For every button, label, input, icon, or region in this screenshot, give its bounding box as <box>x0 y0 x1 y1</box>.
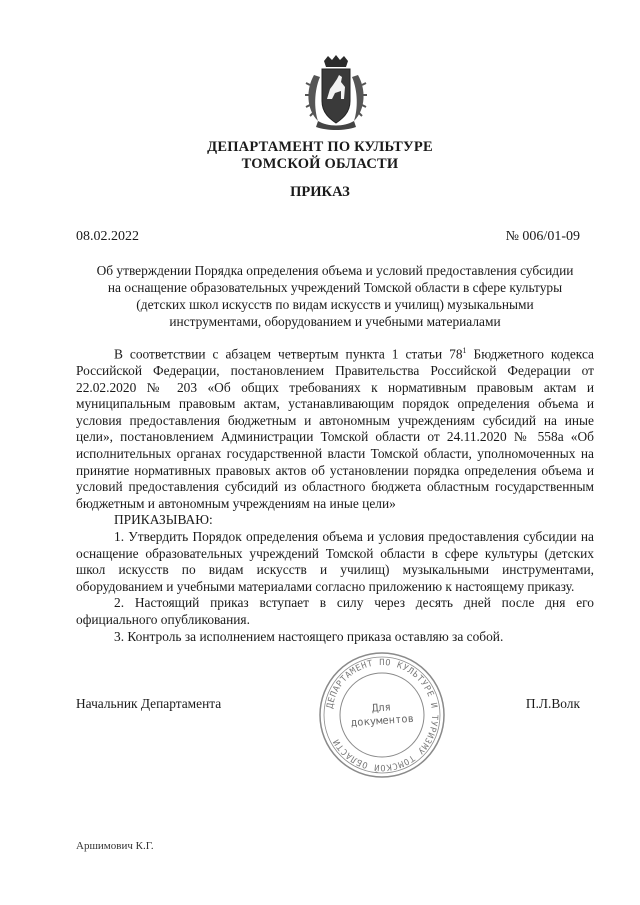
department-name-line-1: ДЕПАРТАМЕНТ ПО КУЛЬТУРЕ <box>207 139 433 155</box>
decree-word: ПРИКАЗЫВАЮ: <box>114 512 213 528</box>
signer-position: Начальник Департамента <box>76 696 222 711</box>
order-item-1: 1. Утвердить Порядок определения объема и условия предоставления субсидии на оснащение образовательных учреждений Томской области в сфере культуры (детских школ искусств по видам искусств и училищ) музыкальными инструментами, оборудованием и учебными материалами согласно приложению к настоящему приказу. <box>76 529 594 594</box>
preamble-text-part-1: В соответствии с абзацем четвертым пункта 1 статьи 78 <box>114 346 463 362</box>
stamp-center-line-1: Для <box>371 701 392 715</box>
signer-name: П.Л.Волк <box>525 696 580 711</box>
official-stamp <box>318 651 446 779</box>
order-item-3: 3. Контроль за исполнением настоящего приказа оставляю за собой. <box>114 628 504 644</box>
stamp-center <box>314 647 451 784</box>
order-subject: Об утверждении Порядка определения объема и условий предоставления субсидии на оснащение образовательных учреждений Томской области в сфере культуры (детских школ искусств по видам искусств и училищ) музыкальными инструментами, оборудованием и учебными материалами <box>96 263 574 329</box>
executor-name: Аршимович К.Г. <box>76 840 154 852</box>
coat-of-arms-icon <box>302 55 370 131</box>
stamp-ring-text: ДЕПАРТАМЕНТ ПО КУЛЬТУРЕ И ТУРИЗМУ ТОМСКОЙ ОБЛАСТИ <box>325 657 440 773</box>
order-body <box>76 343 594 645</box>
order-number: № 006/01-09 <box>505 229 580 244</box>
preamble-text-part-2: Бюджетного кодекса Российской Федерации, постановлением Правительства Российской Федерации от 22.02.2020 № 203 «Об общих требованиях к нормативным правовым актам и муниципальным правовым актам, устанавливающим порядок определения объема и условия предоставления бюджетным и автономным учреждениям субсидий на иные цели», постановлением Администрации Томской области от 24.11.2020 № 558а «Об исполнительных органах государственной власти Томской области, уполномоченных на принятие нормативных правовых актов об установлении порядка определения объема и условий предоставления субсидий из областного бюджета областным государственным бюджетным и автономным учреждениям на иные цели» <box>76 346 594 511</box>
department-name-line-2: ТОМСКОЙ ОБЛАСТИ <box>241 156 399 172</box>
document-type-title: ПРИКАЗ <box>290 184 350 200</box>
article-superscript: 1 <box>462 346 467 355</box>
preamble-paragraph <box>76 343 594 512</box>
order-item-2: 2. Настоящий приказ вступает в силу через десять дней после дня его официального опубликования. <box>76 595 594 627</box>
order-date: 08.02.2022 <box>76 229 139 244</box>
stamp-center-line-2: документов <box>350 712 415 730</box>
department-name <box>0 139 640 173</box>
